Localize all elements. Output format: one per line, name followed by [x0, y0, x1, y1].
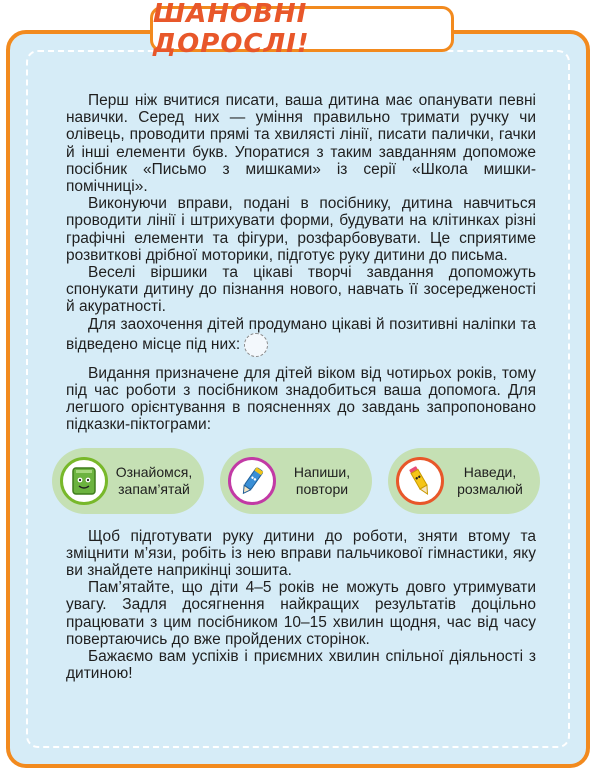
page-title: ШАНОВНІ ДОРОСЛІ!	[153, 0, 310, 59]
paragraph-age: Видання призначене для дітей віком від чотирьох років, тому під час роботи з посібником знадобиться ваша допомога. Для легшого орієнтування в поясненнях до завдань запропоновано підказки-піктограми:	[66, 364, 536, 434]
sticker-placeholder-icon	[244, 333, 268, 357]
pictogram-write	[220, 448, 372, 514]
spacer	[66, 357, 536, 365]
pictogram-trace-label-2: розмалюй	[457, 480, 523, 497]
title-badge	[150, 0, 454, 59]
pictogram-trace	[388, 448, 540, 514]
paragraph-gymnastics: Щоб підготувати руку дитини до роботи, зняти втому та зміцнити м’язи, робіть із нею вправи пальчикової гімнастики, яку ви знайдете наприкінці зошита.	[66, 527, 536, 580]
paragraph-exercises: Виконуючи вправи, подані в посібнику, дитина навчиться проводити лінії і штрихувати форми, будувати на клітинках різні графічні елементи та фігури, розфарбовувати. Це сприятиме розвиткові дрібної моторики, підготує руку дитини до письма.	[66, 195, 536, 264]
green-book-icon	[60, 457, 108, 505]
pen-icon	[228, 457, 276, 505]
pictogram-trace-label-1: Наведи,	[463, 463, 517, 480]
content-area	[66, 92, 536, 682]
paragraph-poems: Веселі віршики та цікаві творчі завдання допоможуть спонукати дитину до пізнання нового, навчать її зосередженості й акуратності.	[66, 264, 536, 316]
pictogram-read-label-1: Ознайомся,	[115, 463, 193, 480]
stickers-text: Для заохочення дітей продумано цікаві й позитивні наліпки та відведено місце під них:	[66, 315, 536, 353]
paragraph-attention: Пам’ятайте, що діти 4–5 років не можуть довго утримувати увагу. Задля досягнення найкращих результатів доцільно працювати з цим посібником 10–15 хвилин щодня, час від часу повертаючись до вже пройдених сторінок.	[66, 579, 536, 648]
pictogram-read	[52, 448, 204, 514]
pencil-icon	[396, 457, 444, 505]
pictogram-write-label-1: Напиши,	[293, 463, 351, 480]
paragraph-wishes: Бажаємо вам успіхів і приємних хвилин спільної діяльності з дитиною!	[66, 648, 536, 683]
pictogram-read-label-2: запам’ятай	[118, 480, 190, 497]
paragraph-intro: Перш ніж вчитися писати, ваша дитина має опанувати певні навички. Серед них — уміння правильно тримати ручку чи олівець, проводити прямі та хвилясті лінії, писати палички, гачки й інші елементи букв. Упоратися з таким завданням допоможе посібник «Письмо з мишками» із серії «Школа мишки-помічниці».	[66, 92, 536, 196]
pictogram-write-label-2: повтори	[295, 480, 349, 497]
paragraph-stickers	[66, 316, 536, 357]
pictogram-list	[52, 448, 540, 516]
